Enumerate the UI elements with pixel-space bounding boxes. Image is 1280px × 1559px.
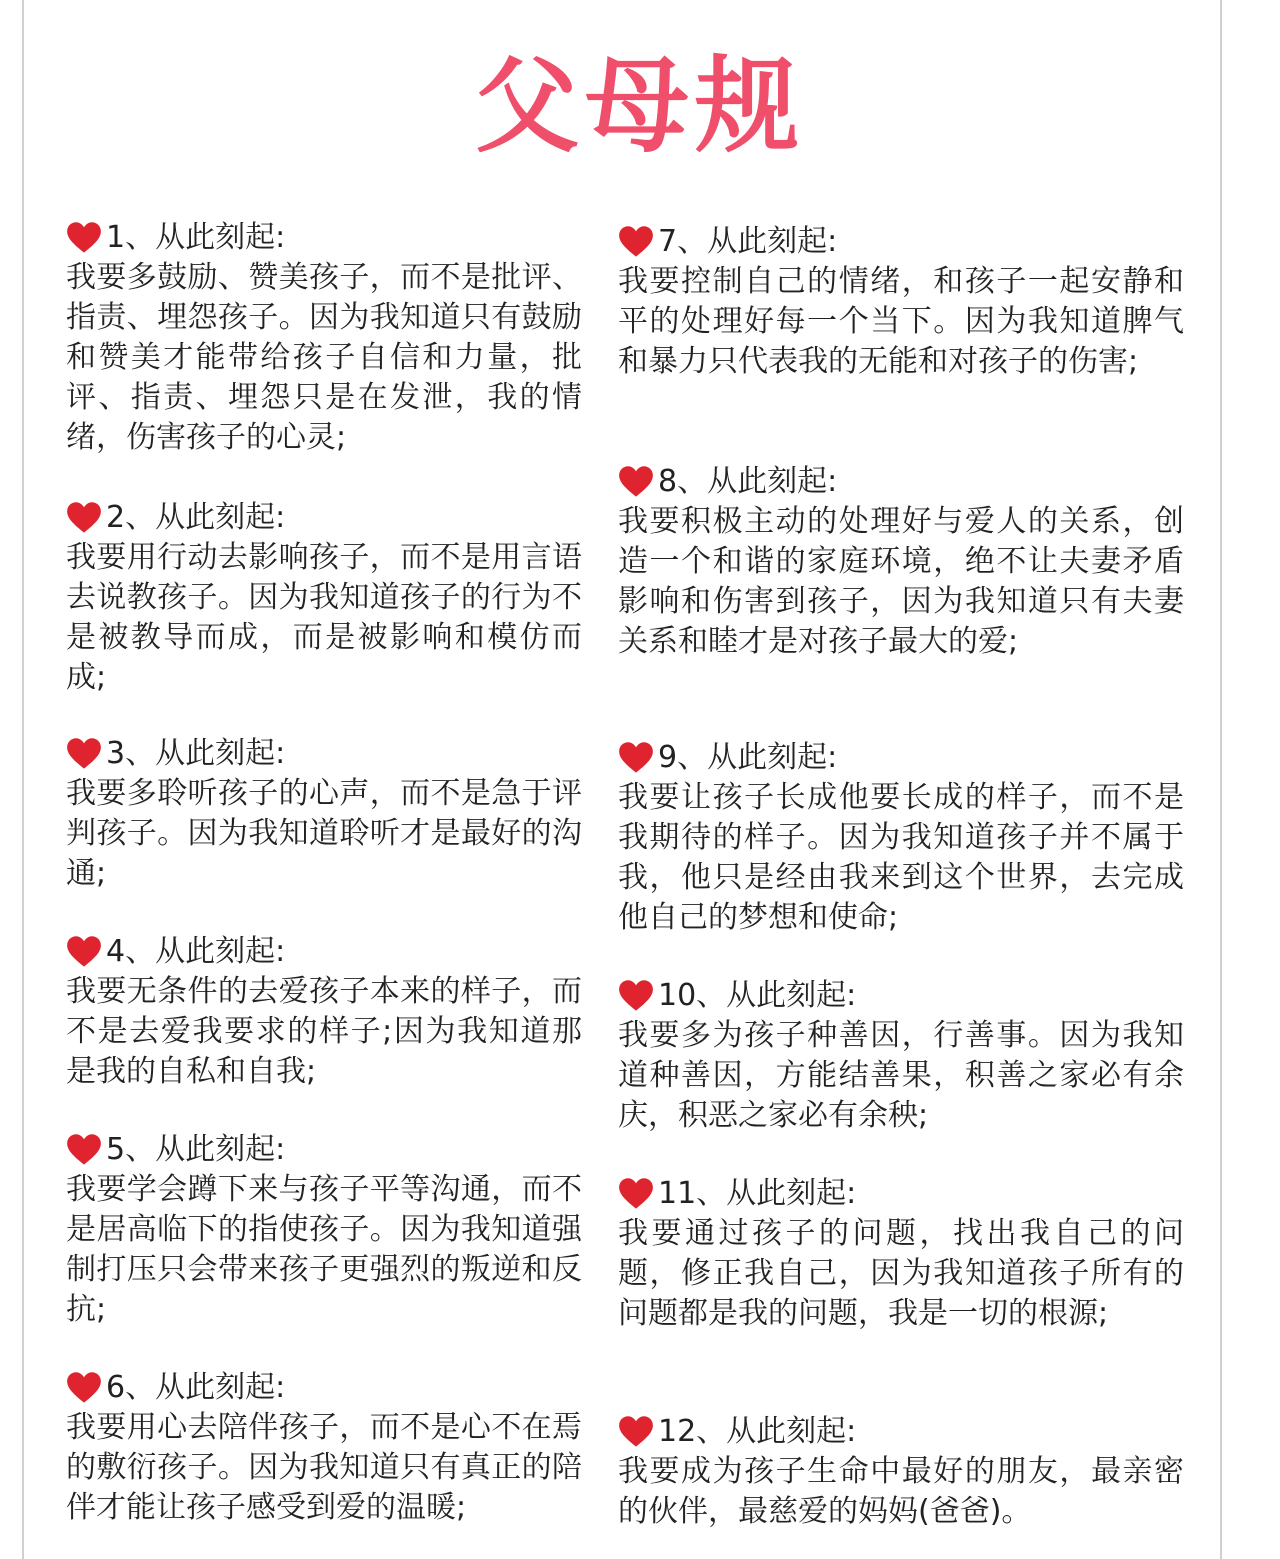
rule-item [66,734,582,894]
rule-item [618,1412,1184,1532]
rule-heading [66,1130,582,1170]
heart-icon [66,1371,102,1405]
rule-item [618,462,1184,662]
rule-heading-text: 4、从此刻起: [106,934,286,969]
rule-item [66,218,582,458]
heart-icon [66,501,102,535]
rule-heading [66,932,582,972]
rule-item [618,738,1184,938]
rule-heading [618,1174,1184,1214]
rule-body: 我要用行动去影响孩子，而不是用言语去说教孩子。因为我知道孩子的行为不是被教导而成，而是被影响和模仿而成; [66,540,582,695]
rule-heading [66,1368,582,1408]
heart-icon [66,737,102,771]
page-title: 父母规 [474,45,805,167]
rule-heading [66,734,582,774]
rule-body: 我要学会蹲下来与孩子平等沟通，而不是居高临下的指使孩子。因为我知道强制打压只会带来孩子更强烈的叛逆和反抗; [66,1172,582,1327]
rule-heading-text: 5、从此刻起: [106,1132,286,1167]
rule-item [66,498,582,698]
rule-item [66,1368,582,1528]
rule-heading-text: 2、从此刻起: [106,500,286,535]
heart-icon [618,979,654,1013]
rule-body: 我要多为孩子种善因，行善事。因为我知道种善因，方能结善果，积善之家必有余庆，积恶之家必有余秧; [618,1018,1184,1133]
rule-heading [618,738,1184,778]
rule-item [618,1174,1184,1334]
rule-body: 我要控制自己的情绪，和孩子一起安静和平的处理好每一个当下。因为我知道脾气和暴力只代表我的无能和对孩子的伤害; [618,264,1184,379]
rule-item [618,222,1184,382]
rule-heading-text: 8、从此刻起: [658,464,838,499]
heart-icon [66,935,102,969]
rule-item [618,976,1184,1136]
rule-heading-text: 1、从此刻起: [106,220,286,255]
rule-heading [618,976,1184,1016]
heart-icon [618,225,654,259]
rule-heading-text: 3、从此刻起: [106,736,286,771]
rule-body: 我要多聆听孩子的心声，而不是急于评判孩子。因为我知道聆听才是最好的沟通; [66,776,582,891]
rule-heading [618,1412,1184,1452]
heart-icon [618,1177,654,1211]
rule-body: 我要多鼓励、赞美孩子，而不是批评、指责、埋怨孩子。因为我知道只有鼓励和赞美才能带给孩子自信和力量，批评、指责、埋怨只是在发泄，我的情绪，伤害孩子的心灵; [66,260,582,455]
rule-body: 我要积极主动的处理好与爱人的关系，创造一个和谐的家庭环境，绝不让夫妻矛盾影响和伤害到孩子，因为我知道只有夫妻关系和睦才是对孩子最大的爱; [618,504,1184,659]
rule-heading [618,222,1184,262]
rule-heading-text: 6、从此刻起: [106,1370,286,1405]
rule-heading [66,218,582,258]
rule-item [66,932,582,1092]
rule-body: 我要成为孩子生命中最好的朋友，最亲密的伙伴，最慈爱的妈妈(爸爸)。 [618,1454,1184,1529]
rule-body: 我要用心去陪伴孩子，而不是心不在焉的敷衍孩子。因为我知道只有真正的陪伴才能让孩子感受到爱的温暖; [66,1410,582,1525]
heart-icon [66,221,102,255]
heart-icon [66,1133,102,1167]
rule-heading-text: 10、从此刻起: [658,978,857,1013]
heart-icon [618,1415,654,1449]
rule-item [66,1130,582,1330]
rule-heading [66,498,582,538]
rule-heading-text: 11、从此刻起: [658,1176,857,1211]
rule-heading [618,462,1184,502]
rule-heading-text: 12、从此刻起: [658,1414,857,1449]
heart-icon [618,465,654,499]
rule-body: 我要通过孩子的问题，找出我自己的问题，修正我自己，因为我知道孩子所有的问题都是我的问题，我是一切的根源; [618,1216,1184,1331]
heart-icon [618,741,654,775]
rule-body: 我要无条件的去爱孩子本来的样子，而不是去爱我要求的样子;因为我知道那是我的自私和自我; [66,974,582,1089]
rule-heading-text: 9、从此刻起: [658,740,838,775]
rule-body: 我要让孩子长成他要长成的样子，而不是我期待的样子。因为我知道孩子并不属于我，他只是经由我来到这个世界，去完成他自己的梦想和使命; [618,780,1184,935]
rule-heading-text: 7、从此刻起: [658,224,838,259]
